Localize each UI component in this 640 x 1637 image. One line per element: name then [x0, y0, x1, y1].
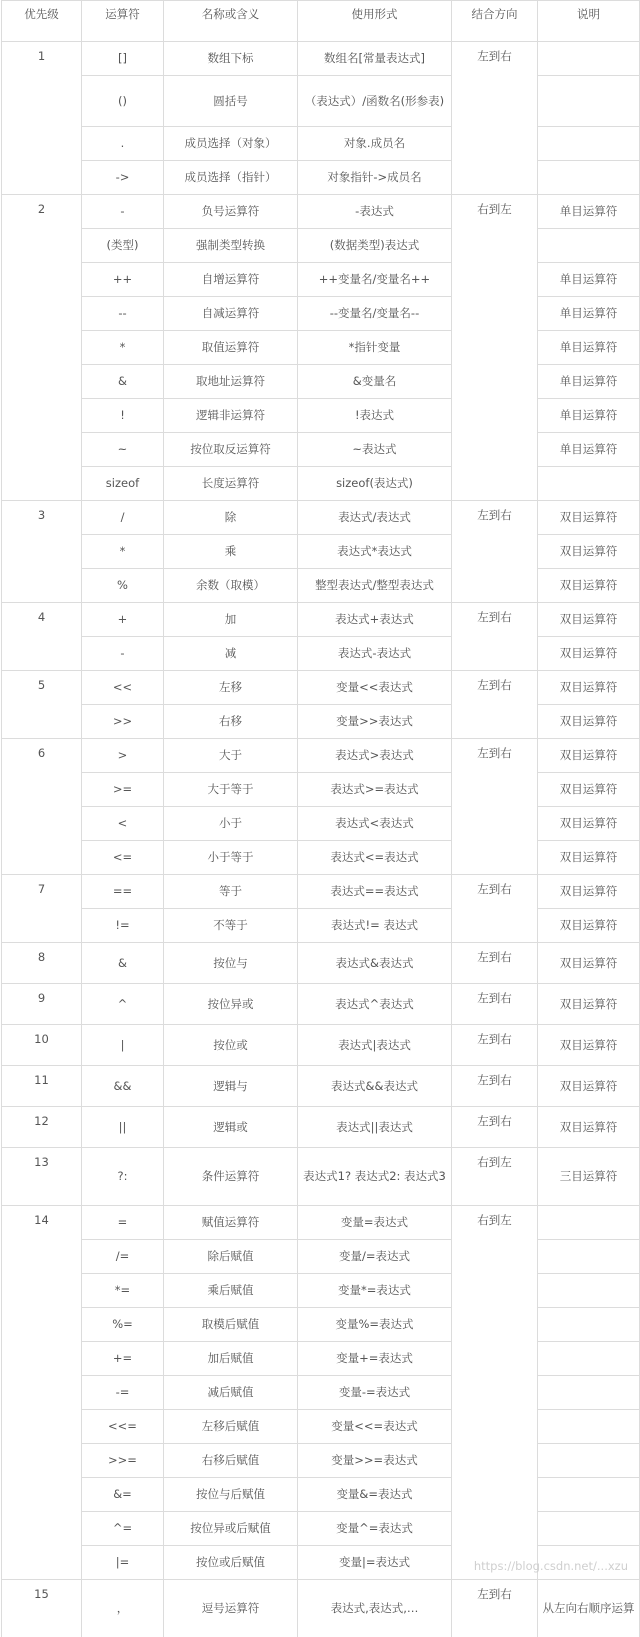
name-cell: 赋值运算符	[164, 1206, 298, 1240]
name-cell: 成员选择（对象）	[164, 127, 298, 161]
operator-cell: []	[82, 42, 164, 76]
operator-cell: +=	[82, 1342, 164, 1376]
note-cell: 从左向右顺序运算	[538, 1580, 640, 1637]
operator-cell: --	[82, 297, 164, 331]
table-row	[2, 773, 640, 807]
priority-cell: 11	[2, 1066, 82, 1107]
table-row	[2, 807, 640, 841]
operator-cell: ^	[82, 984, 164, 1025]
usage-cell: 变量/=表达式	[298, 1240, 452, 1274]
note-cell	[538, 1240, 640, 1274]
name-cell: 自增运算符	[164, 263, 298, 297]
table-row	[2, 875, 640, 909]
note-cell	[538, 229, 640, 263]
usage-cell: (数据类型)表达式	[298, 229, 452, 263]
usage-cell: 变量&=表达式	[298, 1478, 452, 1512]
table-row	[2, 1342, 640, 1376]
watermark-text: https://blog.csdn.net/...xzu	[474, 1559, 628, 1573]
name-cell: 小于	[164, 807, 298, 841]
priority-cell: 5	[2, 671, 82, 739]
table-row	[2, 535, 640, 569]
usage-cell: ~表达式	[298, 433, 452, 467]
header-priority: 优先级	[2, 1, 82, 42]
note-cell	[538, 127, 640, 161]
name-cell: 逻辑或	[164, 1107, 298, 1148]
priority-cell: 12	[2, 1107, 82, 1148]
name-cell: 按位与后赋值	[164, 1478, 298, 1512]
table-row	[2, 739, 640, 773]
name-cell: 逻辑非运算符	[164, 399, 298, 433]
usage-cell: --变量名/变量名--	[298, 297, 452, 331]
usage-cell: 变量+=表达式	[298, 1342, 452, 1376]
operator-cell: (类型)	[82, 229, 164, 263]
usage-cell: 对象.成员名	[298, 127, 452, 161]
table-row	[2, 1308, 640, 1342]
priority-cell: 2	[2, 195, 82, 501]
operator-cell: &	[82, 365, 164, 399]
note-cell	[538, 1376, 640, 1410]
usage-cell: ++变量名/变量名++	[298, 263, 452, 297]
note-cell: 单目运算符	[538, 365, 640, 399]
usage-cell: 表达式!= 表达式	[298, 909, 452, 943]
name-cell: 成员选择（指针）	[164, 161, 298, 195]
note-cell: 双目运算符	[538, 773, 640, 807]
name-cell: 乘后赋值	[164, 1274, 298, 1308]
note-cell	[538, 76, 640, 127]
operator-cell: -	[82, 195, 164, 229]
header-direction: 结合方向	[452, 1, 538, 42]
usage-cell: 变量%=表达式	[298, 1308, 452, 1342]
operator-cell: /=	[82, 1240, 164, 1274]
name-cell: 取模后赋值	[164, 1308, 298, 1342]
direction-cell: 左到右	[452, 603, 538, 671]
note-cell: 双目运算符	[538, 984, 640, 1025]
operator-cell: *=	[82, 1274, 164, 1308]
operator-cell: -	[82, 637, 164, 671]
operator-cell: ?:	[82, 1148, 164, 1206]
table-row	[2, 365, 640, 399]
operator-cell: <	[82, 807, 164, 841]
usage-cell: 变量*=表达式	[298, 1274, 452, 1308]
note-cell: 双目运算符	[538, 1066, 640, 1107]
table-row	[2, 195, 640, 229]
table-row	[2, 297, 640, 331]
table-row	[2, 229, 640, 263]
name-cell: 按位异或	[164, 984, 298, 1025]
direction-cell: 右到左	[452, 195, 538, 501]
operator-cell: %	[82, 569, 164, 603]
usage-cell: 表达式&&表达式	[298, 1066, 452, 1107]
note-cell: 单目运算符	[538, 399, 640, 433]
operator-precedence-table	[1, 0, 640, 1637]
table-row	[2, 909, 640, 943]
note-cell: 单目运算符	[538, 195, 640, 229]
note-cell: 双目运算符	[538, 841, 640, 875]
usage-cell: 变量-=表达式	[298, 1376, 452, 1410]
direction-cell: 左到右	[452, 943, 538, 984]
operator-cell: >>	[82, 705, 164, 739]
table-row	[2, 1478, 640, 1512]
operator-cell: >	[82, 739, 164, 773]
usage-cell: 表达式,表达式,…	[298, 1580, 452, 1637]
note-cell: 双目运算符	[538, 1107, 640, 1148]
table-row	[2, 943, 640, 984]
operator-cell: +	[82, 603, 164, 637]
table-row	[2, 1066, 640, 1107]
note-cell: 双目运算符	[538, 637, 640, 671]
note-cell: 三目运算符	[538, 1148, 640, 1206]
direction-cell: 右到左	[452, 1148, 538, 1206]
priority-cell: 14	[2, 1206, 82, 1580]
table-row	[2, 569, 640, 603]
table-row	[2, 984, 640, 1025]
table-body	[2, 42, 640, 1637]
usage-cell: 表达式>表达式	[298, 739, 452, 773]
name-cell: 小于等于	[164, 841, 298, 875]
name-cell: 加	[164, 603, 298, 637]
usage-cell: 表达式*表达式	[298, 535, 452, 569]
note-cell	[538, 1410, 640, 1444]
usage-cell: 表达式&表达式	[298, 943, 452, 984]
usage-cell: 表达式==表达式	[298, 875, 452, 909]
table-row	[2, 1107, 640, 1148]
priority-cell: 6	[2, 739, 82, 875]
note-cell: 双目运算符	[538, 603, 640, 637]
note-cell: 双目运算符	[538, 501, 640, 535]
table-row	[2, 1580, 640, 1637]
operator-cell: &=	[82, 1478, 164, 1512]
operator-cell: |	[82, 1025, 164, 1066]
operator-cell: ->	[82, 161, 164, 195]
direction-cell: 左到右	[452, 501, 538, 603]
usage-cell: *指针变量	[298, 331, 452, 365]
table-row	[2, 1025, 640, 1066]
name-cell: 大于等于	[164, 773, 298, 807]
header-note: 说明	[538, 1, 640, 42]
table-row	[2, 1444, 640, 1478]
name-cell: 数组下标	[164, 42, 298, 76]
note-cell	[538, 1308, 640, 1342]
note-cell: 双目运算符	[538, 909, 640, 943]
usage-cell: -表达式	[298, 195, 452, 229]
operator-cell: !	[82, 399, 164, 433]
direction-cell: 左到右	[452, 1580, 538, 1637]
operator-cell: -=	[82, 1376, 164, 1410]
note-cell: 单目运算符	[538, 331, 640, 365]
name-cell: 逗号运算符	[164, 1580, 298, 1637]
operator-cell: ==	[82, 875, 164, 909]
usage-cell: 变量^=表达式	[298, 1512, 452, 1546]
priority-cell: 3	[2, 501, 82, 603]
table-row	[2, 263, 640, 297]
note-cell	[538, 1206, 640, 1240]
usage-cell: 表达式||表达式	[298, 1107, 452, 1148]
operator-cell: ^=	[82, 1512, 164, 1546]
table-row	[2, 501, 640, 535]
usage-cell: 表达式<=表达式	[298, 841, 452, 875]
name-cell: 除	[164, 501, 298, 535]
note-cell: 单目运算符	[538, 433, 640, 467]
header-operator: 运算符	[82, 1, 164, 42]
note-cell: 单目运算符	[538, 263, 640, 297]
direction-cell: 左到右	[452, 1025, 538, 1066]
note-cell: 双目运算符	[538, 875, 640, 909]
table-row	[2, 637, 640, 671]
operator-cell: ||	[82, 1107, 164, 1148]
usage-cell: 表达式-表达式	[298, 637, 452, 671]
note-cell: 双目运算符	[538, 705, 640, 739]
table-row	[2, 671, 640, 705]
table-row	[2, 841, 640, 875]
priority-cell: 8	[2, 943, 82, 984]
priority-cell: 15	[2, 1580, 82, 1637]
usage-cell: 表达式>=表达式	[298, 773, 452, 807]
operator-cell: |=	[82, 1546, 164, 1580]
usage-cell: 表达式+表达式	[298, 603, 452, 637]
operator-cell: ++	[82, 263, 164, 297]
priority-cell: 4	[2, 603, 82, 671]
name-cell: 大于	[164, 739, 298, 773]
note-cell: 双目运算符	[538, 671, 640, 705]
table-row	[2, 399, 640, 433]
usage-cell: 表达式<表达式	[298, 807, 452, 841]
header-usage: 使用形式	[298, 1, 452, 42]
operator-cell: .	[82, 127, 164, 161]
usage-cell: 变量>>表达式	[298, 705, 452, 739]
table-row	[2, 1274, 640, 1308]
operator-cell: <=	[82, 841, 164, 875]
operator-cell: *	[82, 331, 164, 365]
note-cell	[538, 1512, 640, 1546]
operator-cell: %=	[82, 1308, 164, 1342]
usage-cell: sizeof(表达式)	[298, 467, 452, 501]
usage-cell: &变量名	[298, 365, 452, 399]
name-cell: 不等于	[164, 909, 298, 943]
note-cell	[538, 1274, 640, 1308]
note-cell	[538, 467, 640, 501]
direction-cell: 左到右	[452, 739, 538, 875]
table-row	[2, 42, 640, 76]
priority-cell: 7	[2, 875, 82, 943]
direction-cell: 左到右	[452, 1066, 538, 1107]
direction-cell: 左到右	[452, 875, 538, 943]
operator-cell: ()	[82, 76, 164, 127]
usage-cell: 表达式/表达式	[298, 501, 452, 535]
operator-cell: <<	[82, 671, 164, 705]
name-cell: 右移后赋值	[164, 1444, 298, 1478]
header-name: 名称或含义	[164, 1, 298, 42]
operator-cell: >>=	[82, 1444, 164, 1478]
table-row	[2, 76, 640, 127]
priority-cell: 1	[2, 42, 82, 195]
name-cell: 强制类型转换	[164, 229, 298, 263]
table-row	[2, 127, 640, 161]
note-cell: 单目运算符	[538, 297, 640, 331]
usage-cell: 表达式|表达式	[298, 1025, 452, 1066]
name-cell: 长度运算符	[164, 467, 298, 501]
note-cell	[538, 1444, 640, 1478]
name-cell: 右移	[164, 705, 298, 739]
priority-cell: 13	[2, 1148, 82, 1206]
name-cell: 除后赋值	[164, 1240, 298, 1274]
note-cell	[538, 1478, 640, 1512]
name-cell: 左移后赋值	[164, 1410, 298, 1444]
direction-cell: 右到左	[452, 1206, 538, 1580]
note-cell: 双目运算符	[538, 1025, 640, 1066]
priority-cell: 9	[2, 984, 82, 1025]
name-cell: 余数（取模）	[164, 569, 298, 603]
table-row	[2, 603, 640, 637]
name-cell: 逻辑与	[164, 1066, 298, 1107]
table-row	[2, 705, 640, 739]
operator-cell: &&	[82, 1066, 164, 1107]
direction-cell: 左到右	[452, 1107, 538, 1148]
note-cell: 双目运算符	[538, 943, 640, 984]
usage-cell: 变量<<=表达式	[298, 1410, 452, 1444]
usage-cell: 表达式^表达式	[298, 984, 452, 1025]
note-cell: 双目运算符	[538, 535, 640, 569]
operator-cell: ，	[82, 1580, 164, 1637]
operator-cell: <<=	[82, 1410, 164, 1444]
usage-cell: 数组名[常量表达式]	[298, 42, 452, 76]
table-row	[2, 1410, 640, 1444]
name-cell: 圆括号	[164, 76, 298, 127]
name-cell: 取地址运算符	[164, 365, 298, 399]
operator-cell: !=	[82, 909, 164, 943]
usage-cell: 整型表达式/整型表达式	[298, 569, 452, 603]
operator-cell: *	[82, 535, 164, 569]
name-cell: 条件运算符	[164, 1148, 298, 1206]
table-row	[2, 1148, 640, 1206]
name-cell: 减	[164, 637, 298, 671]
direction-cell: 左到右	[452, 671, 538, 739]
usage-cell: 变量=表达式	[298, 1206, 452, 1240]
name-cell: 按位取反运算符	[164, 433, 298, 467]
name-cell: 按位或后赋值	[164, 1546, 298, 1580]
table-row	[2, 1240, 640, 1274]
name-cell: 取值运算符	[164, 331, 298, 365]
note-cell	[538, 161, 640, 195]
name-cell: 按位或	[164, 1025, 298, 1066]
table-row	[2, 331, 640, 365]
name-cell: 按位异或后赋值	[164, 1512, 298, 1546]
direction-cell: 左到右	[452, 42, 538, 195]
usage-cell: 对象指针->成员名	[298, 161, 452, 195]
usage-cell: 变量<<表达式	[298, 671, 452, 705]
table-row	[2, 467, 640, 501]
name-cell: 按位与	[164, 943, 298, 984]
note-cell	[538, 42, 640, 76]
name-cell: 左移	[164, 671, 298, 705]
note-cell: 双目运算符	[538, 569, 640, 603]
table-row	[2, 1512, 640, 1546]
name-cell: 乘	[164, 535, 298, 569]
name-cell: 自减运算符	[164, 297, 298, 331]
usage-cell: 表达式1? 表达式2: 表达式3	[298, 1148, 452, 1206]
operator-cell: >=	[82, 773, 164, 807]
note-cell	[538, 1342, 640, 1376]
usage-cell: 变量>>=表达式	[298, 1444, 452, 1478]
table-row	[2, 433, 640, 467]
usage-cell: （表达式）/函数名(形参表)	[298, 76, 452, 127]
usage-cell: !表达式	[298, 399, 452, 433]
operator-cell: /	[82, 501, 164, 535]
table-row	[2, 161, 640, 195]
note-cell: 双目运算符	[538, 739, 640, 773]
table-row	[2, 1206, 640, 1240]
name-cell: 加后赋值	[164, 1342, 298, 1376]
operator-cell: &	[82, 943, 164, 984]
operator-cell: sizeof	[82, 467, 164, 501]
table-row	[2, 1376, 640, 1410]
name-cell: 负号运算符	[164, 195, 298, 229]
operator-cell: =	[82, 1206, 164, 1240]
note-cell: 双目运算符	[538, 807, 640, 841]
priority-cell: 10	[2, 1025, 82, 1066]
name-cell: 减后赋值	[164, 1376, 298, 1410]
usage-cell: 变量|=表达式	[298, 1546, 452, 1580]
direction-cell: 左到右	[452, 984, 538, 1025]
name-cell: 等于	[164, 875, 298, 909]
operator-cell: ~	[82, 433, 164, 467]
table-header-row	[2, 1, 640, 42]
